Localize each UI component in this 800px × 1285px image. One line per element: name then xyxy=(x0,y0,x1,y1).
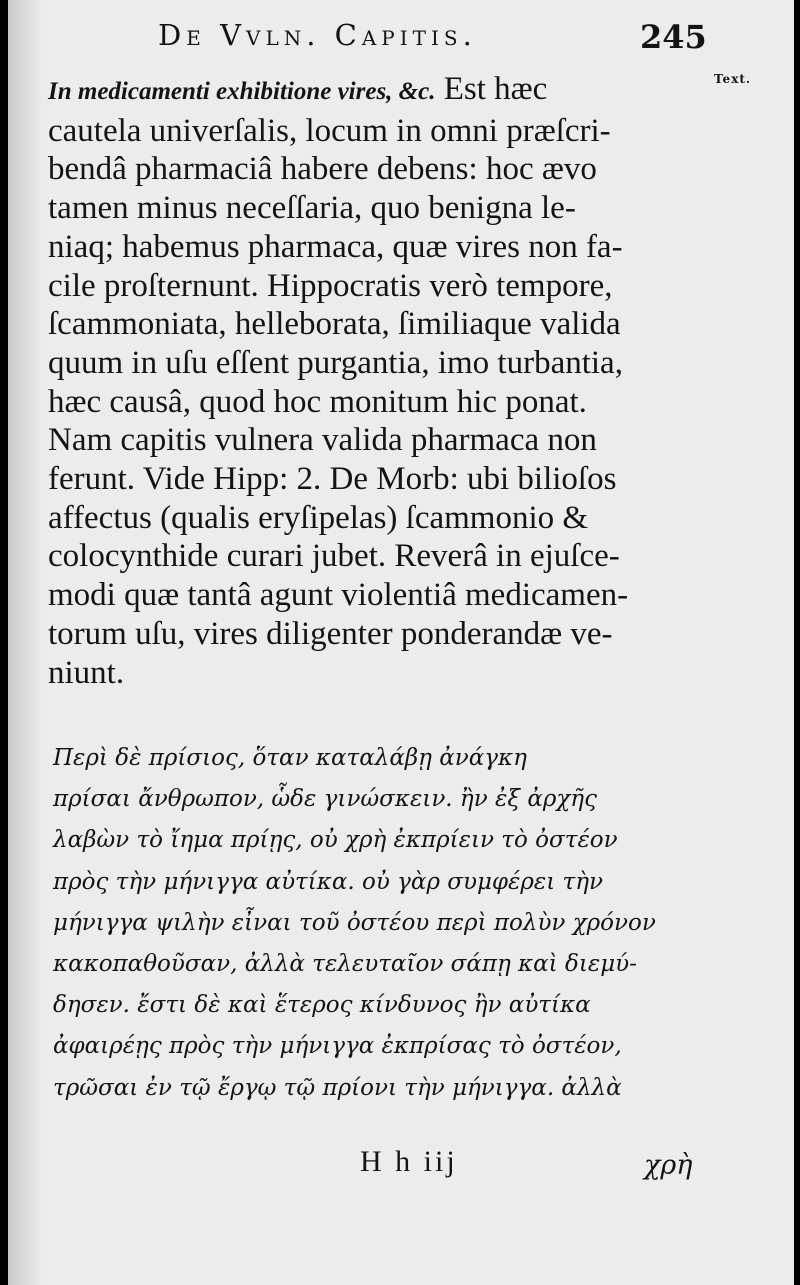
greek-line: λαβὼν τὸ ἴημα πρίῃς, οὐ χρὴ ἐκπρίειν τὸ ὀστέον xyxy=(53,827,618,854)
greek-line: τρῶσαι ἐν τῷ ἔργῳ τῷ πρίονι τὴν μήνιγγα. ἀλλὰ xyxy=(53,1074,622,1101)
latin-line: niunt. xyxy=(48,654,125,691)
latin-line: colocynthide curari jubet. Reverâ in ejuſce- xyxy=(48,538,620,575)
greek-line: πρίσαι ἄνθρωπον, ὧδε γινώσκειν. ἢν ἐξ ἀρχῆς xyxy=(53,786,597,813)
latin-commentary xyxy=(48,70,698,692)
latin-line: quum in uſu eſſent purgantia, imo turbantia, xyxy=(48,344,623,381)
greek-line: κακοπαθοῦσαν, ἀλλὰ τελευταῖον σάπῃ καὶ διεμύ- xyxy=(53,951,637,978)
signature-mark: H h iij xyxy=(360,1145,458,1178)
latin-line: bendâ pharmaciâ habere debens: hoc ævo xyxy=(48,151,597,188)
latin-line: modi quæ tantâ agunt violentiâ medicamen- xyxy=(48,577,629,614)
running-head: De Vvln. Capitis. xyxy=(158,18,477,52)
greek-quotation xyxy=(53,738,713,1109)
book-page xyxy=(8,0,794,1285)
page-number: 245 xyxy=(640,18,707,56)
greek-line: πρὸς τὴν μήνιγγα αὐτίκα. οὐ γὰρ συμφέρει τὴν xyxy=(53,868,604,895)
latin-line: tamen minus neceſſaria, quo benigna le- xyxy=(48,190,576,227)
latin-line: Nam capitis vulnera valida pharmaca non xyxy=(48,422,597,459)
latin-line: ferunt. Vide Hipp: 2. De Morb: ubi bilioſos xyxy=(48,461,617,498)
catchword: χρὴ xyxy=(644,1150,693,1181)
latin-line: affectus (qualis eryſipelas) ſcammonio & xyxy=(48,499,589,536)
greek-line: δησεν. ἔστι δὲ καὶ ἕτερος κίνδυνος ἢν αὐτίκα xyxy=(53,992,591,1019)
latin-line: cile proſternunt. Hippocratis verò tempore, xyxy=(48,267,613,304)
latin-line: niaq; habemus pharmaca, quæ vires non fa- xyxy=(48,228,623,265)
latin-line: hæc causâ, quod hoc monitum hic ponat. xyxy=(48,383,587,420)
latin-lemma: In medicamenti exhibitione vires, &c. xyxy=(48,78,436,105)
latin-line: torum uſu, vires diligenter ponderandæ ve- xyxy=(48,615,613,652)
latin-line: ſcammoniata, helleborata, ſimiliaque valida xyxy=(48,306,621,343)
latin-line: In medicamenti exhibitione vires, &c. Est hæc xyxy=(48,71,548,107)
greek-line: Περὶ δὲ πρίσιος, ὅταν καταλάβῃ ἀνάγκη xyxy=(53,745,527,771)
latin-line: cautela univerſalis, locum in omni præſcri- xyxy=(48,112,611,149)
margin-note: Text. xyxy=(714,72,752,86)
greek-line: μήνιγγα ψιλὴν εἶναι τοῦ ὀστέου περὶ πολὺν χρόνον xyxy=(53,909,656,936)
greek-line: ἀφαιρέῃς πρὸς τὴν μήνιγγα ἐκπρίσας τὸ ὀστέον, xyxy=(53,1033,622,1060)
